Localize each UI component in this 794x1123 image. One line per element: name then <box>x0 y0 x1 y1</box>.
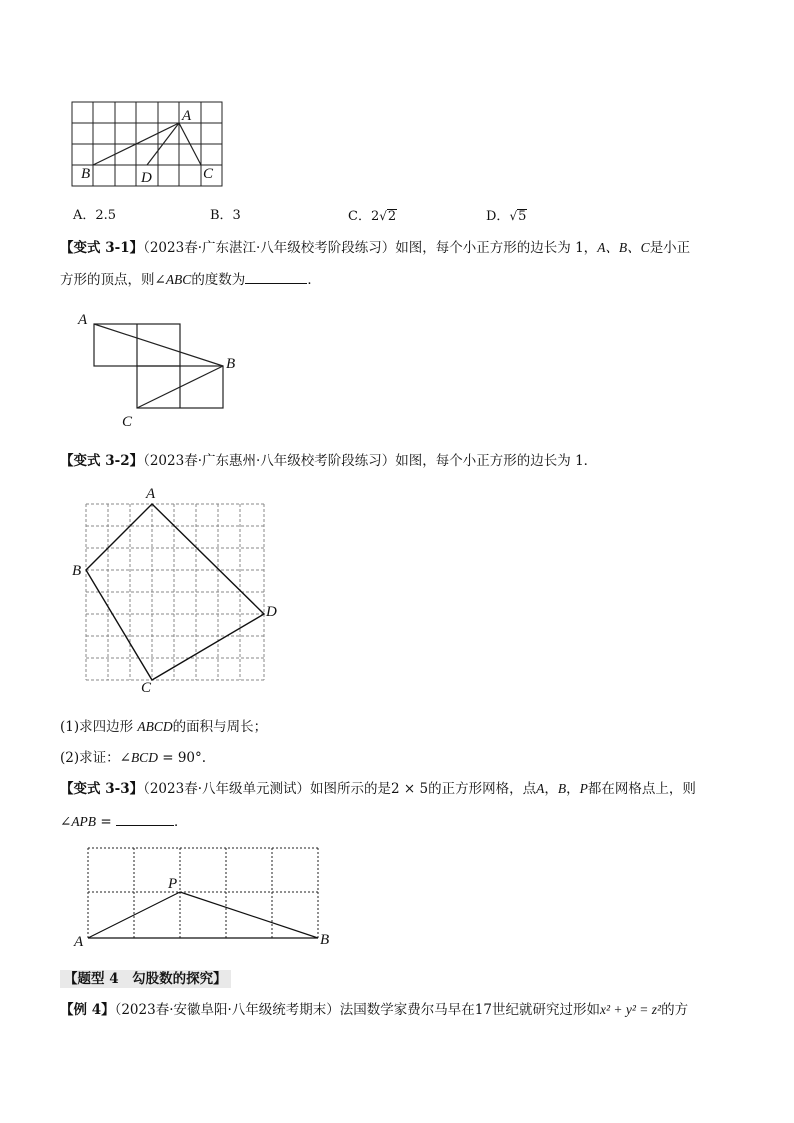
variant-3-1-line1 <box>60 238 690 258</box>
variant-3-1-text-b: 是小正 <box>649 240 691 256</box>
variant-3-1-angle: ABC <box>165 272 192 287</box>
fig32-label-c: C <box>141 680 152 696</box>
variant-3-3-text: 如图所示的是2 × 5的正方形网格，点 <box>310 781 537 797</box>
section-heading <box>60 969 231 989</box>
fig31-label-b: B <box>226 356 236 372</box>
q1-quad: ABCD <box>137 719 173 734</box>
example-4-tag: 【例 4】 <box>60 1002 115 1018</box>
q1-text-b: 的面积与周长； <box>172 719 268 735</box>
fig1-label-b: B <box>81 166 91 182</box>
variant-3-3-line1 <box>60 779 696 799</box>
v33-end: ． <box>173 814 188 830</box>
variant-3-3-line2 <box>60 812 187 832</box>
fig33-label-a: A <box>74 934 84 950</box>
option-b: B．3 <box>210 208 241 223</box>
example-4-formula: x² + y² = z² <box>599 1002 662 1017</box>
variant-3-2-text: 如图，每个小正方形的边长为 1． <box>395 453 598 469</box>
fig33-label-p: P <box>168 876 178 892</box>
q2-angle: BCD <box>130 750 158 765</box>
option-d: D．√5 <box>486 209 527 224</box>
example-4-text: 法国数学家费尔马早在17世纪就研究过形如 <box>339 1002 600 1018</box>
q2-text-b: = 90°. <box>157 750 207 766</box>
variant-3-1-text2: 方形的顶点，则∠ <box>60 272 166 288</box>
variant-3-1-text: 如图，每个小正方形的边长为 1， <box>395 240 598 256</box>
option-c-prefix: C．2 <box>348 209 380 224</box>
fig1-label-a: A <box>182 108 192 124</box>
variant-3-2-tag: 【变式 3-2】 <box>60 453 144 469</box>
fig1-label-c: C <box>203 166 214 182</box>
option-d-radicand: 5 <box>518 209 527 224</box>
q2-text: (2)求证：∠ <box>60 750 131 766</box>
variant-3-1-source: （2023春·广东湛江·八年级校考阶段练习） <box>143 240 396 256</box>
fig32-label-a: A <box>146 486 156 502</box>
fig1-label-d: D <box>141 170 152 186</box>
figure-variant-3-1 <box>72 306 252 430</box>
fig32-label-b: B <box>72 563 82 579</box>
v33-sep-1: ， <box>544 781 558 797</box>
v33-point-b: B <box>557 781 567 796</box>
fig32-label-d: D <box>266 604 277 620</box>
example-4-tail: 的方 <box>661 1002 689 1018</box>
variant-3-1-tag: 【变式 3-1】 <box>60 240 144 256</box>
variant-3-3-tag: 【变式 3-3】 <box>60 781 144 797</box>
q1-text: (1)求四边形 <box>60 719 138 735</box>
figure-variant-3-2 <box>68 484 288 696</box>
answer-blank[interactable] <box>116 812 174 826</box>
v33-angle: APB <box>71 814 97 829</box>
figure-variant-3-3 <box>68 840 338 950</box>
variant-3-3-text-b: 都在网格点上，则 <box>587 781 696 797</box>
variant-3-2-source: （2023春·广东惠州·八年级校考阶段练习） <box>143 453 396 469</box>
option-a: A．2.5 <box>73 208 117 223</box>
variant-3-1-end: ． <box>307 272 321 288</box>
v33-point-p: P <box>579 781 588 796</box>
variant-3-3-source: （2023春·八年级单元测试） <box>143 781 310 797</box>
option-c-radicand: 2 <box>387 209 397 224</box>
option-d-prefix: D． <box>486 209 510 224</box>
variant-3-1-line2 <box>60 270 321 290</box>
fig31-label-c: C <box>122 414 133 430</box>
v33-eq: = <box>96 814 116 830</box>
variant-3-2-question-2 <box>60 748 206 768</box>
fig31-label-a: A <box>78 312 88 328</box>
option-c: C．2√2 <box>348 209 397 224</box>
example-4-source: （2023春·安徽阜阳·八年级统考期末） <box>114 1002 340 1018</box>
variant-3-2-question-1 <box>60 717 267 737</box>
variant-3-2-line1 <box>60 451 597 471</box>
figure-grid-triangle <box>60 98 230 190</box>
answer-blank[interactable] <box>245 270 307 284</box>
v33-angle-sign: ∠ <box>60 814 72 830</box>
section-title: 【题型 4 勾股数的探究】 <box>60 970 231 988</box>
example-4-line <box>60 1000 688 1020</box>
variant-3-1-points: A、B、C <box>597 240 650 255</box>
variant-3-1-text2-b: 的度数为 <box>191 272 246 288</box>
fig33-label-b: B <box>320 932 330 948</box>
v33-point-a: A <box>536 781 545 796</box>
v33-sep-2: ， <box>566 781 580 797</box>
